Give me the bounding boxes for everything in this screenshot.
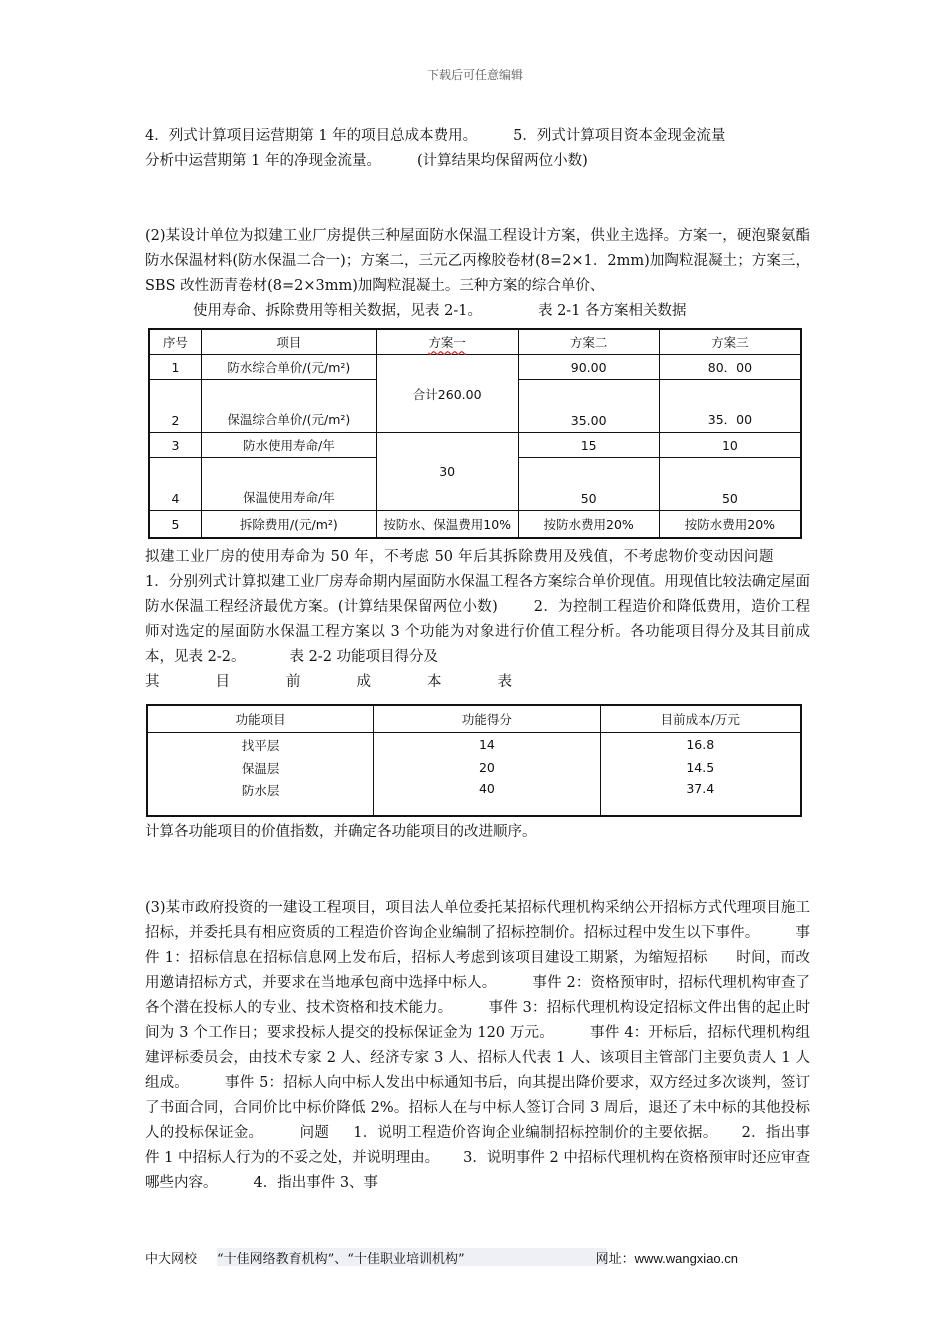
t1-r3-b: 15 bbox=[518, 433, 659, 458]
t1-r1-item: 防水综合单价/(元/m²) bbox=[201, 355, 376, 380]
q3-event-1: 事件 1：招标信息在招标信息网上发布后，招标人考虑到该项目建设工期紧，为缩短招标 bbox=[145, 925, 811, 966]
q1-items bbox=[145, 124, 810, 174]
t2-row-3-name: 防水层 bbox=[147, 779, 374, 816]
t1-r1-c: 80．00 bbox=[659, 355, 801, 380]
t1-merged-a12: 合计260.00 bbox=[376, 355, 518, 433]
table2-caption-b: 其目前成本表 bbox=[145, 674, 568, 690]
t2-row-2-score: 20 bbox=[374, 756, 600, 779]
page-header: 下载后可任意编辑 bbox=[426, 68, 523, 82]
t2-row-2-cost: 14.5 bbox=[600, 756, 801, 779]
t1-r2-no: 2 bbox=[149, 380, 201, 433]
t1-header-no: 序号 bbox=[149, 329, 201, 355]
q3-event-3: 事件 3：招标代理机构设定招标文件出售的起止时间为 3 个工作日；要求投标人提交的投标保证金为 120 万元。 bbox=[145, 1000, 810, 1041]
rounding-note: (计算结果均保留两位小数) bbox=[416, 153, 588, 169]
t1-r5-item: 拆除费用/(元/m²) bbox=[201, 511, 376, 539]
t1-r5-a: 按防水、保温费用10% bbox=[376, 511, 518, 539]
q3-question-1: 1．说明工程造价咨询企业编制招标控制价的主要依据。 bbox=[353, 1125, 718, 1141]
t2-header-cost: 目前成本/万元 bbox=[600, 705, 801, 733]
t1-r4-b: 50 bbox=[518, 458, 659, 511]
q3-event-1b: 时间，而改用邀请招标方式，并要求在当地承包商中选择中标人。 bbox=[145, 950, 810, 991]
table1-caption: 表 2-1 各方案相关数据 bbox=[537, 303, 687, 319]
t1-r3-no: 3 bbox=[149, 433, 201, 458]
q2-question-1: 1．分别列式计算拟建工业厂房寿命期内屋面防水保温工程各方案综合单价现值。用现值比较法确定屋面防水保温工程经济最优方案。(计算结果保留两位小数) bbox=[145, 574, 810, 615]
item-5: 5．列式计算项目资本金现金流量 bbox=[513, 128, 726, 144]
t1-r4-c: 50 bbox=[659, 458, 801, 511]
t1-r3-item: 防水使用寿命/年 bbox=[201, 433, 376, 458]
t1-r2-c: 35．00 bbox=[659, 380, 801, 433]
q3-intro: (3)某市政府投资的一建设工程项目，项目法人单位委托某招标代理机构采纳公开招标方式代理项目施工招标，并委托具有相应资质的工程造价咨询企业编制了招标控制价。招标过程中发生以下事件。 bbox=[145, 900, 810, 941]
t2-row-1-name: 找平层 bbox=[147, 733, 374, 757]
q2-after-table: 计算各功能项目的价值指数，并确定各功能项目的改进顺序。 bbox=[145, 824, 537, 840]
table-2-2 bbox=[146, 704, 802, 817]
footer-slogan: “十佳网络教育机构”、“十佳职业培训机构” bbox=[217, 1248, 607, 1266]
q2-intro-last: 使用寿命、拆除费用等相关数据，见表 2-1。 bbox=[193, 303, 482, 319]
t1-header-b: 方案二 bbox=[518, 329, 659, 355]
q3-question-2: 2．指出事件 1 中招标人行为的不妥之处，并说明理由。 bbox=[145, 1125, 811, 1166]
t1-r4-item: 保温使用寿命/年 bbox=[201, 458, 376, 511]
t2-row-3-score: 40 bbox=[374, 779, 600, 816]
q3-event-4: 事件 4：开标后，招标代理机构组建评标委员会，由技术专家 2 人、经济专家 3 人、招标人代表 1 人、该项目主管部门主要负责人 1 人组成。 bbox=[145, 1025, 810, 1091]
q3-event-2: 事件 2：资格预审时，招标代理机构审查了各个潜在投标人的专业、技术资格和技术能力。 bbox=[145, 975, 810, 1016]
page-footer bbox=[145, 1248, 810, 1268]
q3-question-3: 3．说明事件 2 中招标代理机构在资格预审时还应审查哪些内容。 bbox=[145, 1150, 810, 1191]
footer-org: 中大网校 bbox=[145, 1252, 198, 1267]
table-2-1 bbox=[148, 328, 802, 539]
t1-r2-b: 35.00 bbox=[518, 380, 659, 433]
t1-header-a: 方案一 bbox=[376, 329, 518, 355]
table2-caption-a: 表 2-2 功能项目得分及 bbox=[289, 649, 439, 665]
q3-question-4: 4．指出事件 3、事 bbox=[253, 1175, 379, 1191]
t1-r1-no: 1 bbox=[149, 355, 201, 380]
t1-r5-c: 按防水费用20% bbox=[659, 511, 801, 539]
q2-body bbox=[145, 545, 810, 695]
t1-r1-b: 90.00 bbox=[518, 355, 659, 380]
t2-row-2-name: 保温层 bbox=[147, 756, 374, 779]
q3-questions-label: 问题 bbox=[299, 1125, 330, 1141]
t1-r4-no: 4 bbox=[149, 458, 201, 511]
t1-merged-a34: 30 bbox=[376, 433, 518, 511]
q2-intro-text: (2)某设计单位为拟建工业厂房提供三种屋面防水保温工程设计方案，供业主选择。方案一，硬泡聚氨酯防水保温材料(防水保温二合一)；方案二，三元乙丙橡胶卷材(8=2×1．2mm)加陶粒混凝土；方案三，SBS 改性沥青卷材(8=2×3mm)加陶粒混凝土。三种方案的综合单价、 bbox=[145, 228, 810, 294]
q3-event-5: 事件 5：招标人向中标人发出中标通知书后，向其提出降价要求，双方经过多次谈判，签订了书面合同，合同价比中标价降低 2%。招标人在与中标人签订合同 3 周后，退还了未中标的其他投标人的投标保证金。 bbox=[145, 1075, 810, 1141]
item-5-cont: 分析中运营期第 1 年的净现金流量。 bbox=[145, 153, 381, 169]
footer-site: 网址：www.wangxiao.cn bbox=[595, 1251, 738, 1266]
t1-r2-item: 保温综合单价/(元/m²) bbox=[201, 380, 376, 433]
t1-r5-b: 按防水费用20% bbox=[518, 511, 659, 539]
q3-block bbox=[145, 896, 810, 1196]
t2-row-1-score: 14 bbox=[374, 733, 600, 757]
t2-row-3-cost: 37.4 bbox=[600, 779, 801, 816]
item-4: 4．列式计算项目运营期第 1 年的项目总成本费用。 bbox=[145, 128, 478, 144]
t2-header-item: 功能项目 bbox=[147, 705, 374, 733]
t2-row-1-cost: 16.8 bbox=[600, 733, 801, 757]
t1-header-c: 方案三 bbox=[659, 329, 801, 355]
t1-header-item: 项目 bbox=[201, 329, 376, 355]
t1-r5-no: 5 bbox=[149, 511, 201, 539]
q2-question-2: 2．为控制工程造价和降低费用，造价工程师对选定的屋面防水保温工程方案以 3 个功能为对象进行价值工程分析。各功能项目得分及其目前成本，见表 2-2。 bbox=[145, 599, 811, 665]
q2-intro bbox=[145, 224, 810, 324]
t2-header-score: 功能得分 bbox=[374, 705, 600, 733]
t1-r3-c: 10 bbox=[659, 433, 801, 458]
q2-body-text: 拟建工业厂房的使用寿命为 50 年，不考虑 50 年后其拆除费用及残值，不考虑物价变动因问题 bbox=[145, 549, 774, 565]
